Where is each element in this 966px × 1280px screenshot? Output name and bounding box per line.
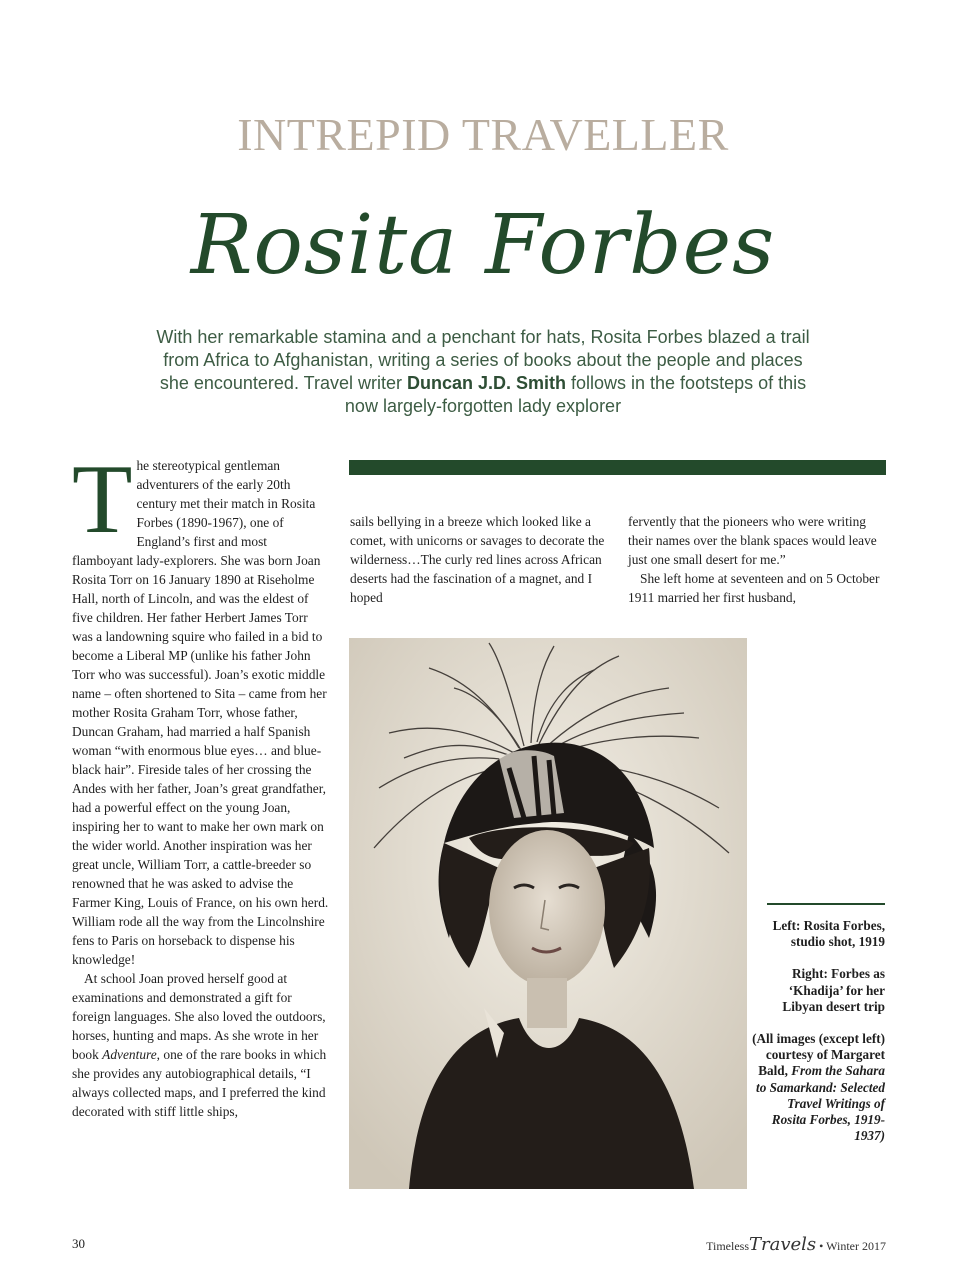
col2-paragraph-1: sails bellying in a breeze which looked like a comet, with unicorns or savages to decorate the wilderness…The curly red lines across African deserts had the fascination of a magnet, and I hoped bbox=[350, 514, 605, 605]
page-number: 30 bbox=[72, 1236, 85, 1251]
author-name: Duncan J.D. Smith bbox=[406, 373, 566, 393]
caption-right: Right: Forbes as ‘Khadija’ for her Libyan desert trip bbox=[782, 966, 885, 1014]
photo-captions bbox=[752, 918, 885, 1160]
standfirst-tail: follows in the footsteps of this now largely-forgotten lady explorer bbox=[344, 373, 807, 416]
article-title: Rosita Forbes bbox=[190, 198, 776, 293]
standfirst bbox=[150, 326, 816, 418]
caption-credit bbox=[752, 1031, 885, 1144]
credit-text: (All images (except left) courtesy of Margaret Bald, bbox=[752, 1031, 885, 1079]
magazine-name-b: Travels bbox=[749, 1234, 817, 1255]
standfirst-text: With her remarkable stamina and a penchant for hats, Rosita Forbes blazed a trail from Africa to Afghanistan, writing a series of books about the people and places she encountered. Travel writer bbox=[156, 327, 810, 393]
green-rule bbox=[349, 460, 886, 475]
col3-paragraph-2: She left home at seventeen and on 5 October 1911 married her first husband, bbox=[628, 571, 880, 605]
credit-book-title: From the Sahara to Samarkand: Selected Travel Writings of Rosita Forbes, 1919-1937) bbox=[756, 1063, 885, 1144]
col3-paragraph-1: fervently that the pioneers who were writing their names over the blank spaces would leave just one small desert for me.” bbox=[628, 514, 877, 567]
portrait-photo bbox=[349, 638, 747, 1189]
caption-left: Left: Rosita Forbes, studio shot, 1919 bbox=[772, 918, 885, 950]
article-column-3 bbox=[628, 512, 888, 607]
magazine-name-a: Timeless bbox=[706, 1239, 749, 1253]
col1-paragraph-2b: , one of the rare books in which she provides any autobiographical details, “I always collected maps, and I preferred the kind decorated with stiff little ships, bbox=[72, 1047, 327, 1119]
article-column-2 bbox=[350, 512, 610, 607]
caption-rule bbox=[767, 903, 885, 905]
book-title-adventure: Adventure bbox=[102, 1047, 157, 1062]
magazine-footer bbox=[706, 1234, 886, 1255]
col1-paragraph-1: he stereotypical gentleman adventurers of the early 20th century met their match in Rosita Forbes (1890-1967), one of England’s first and most flamboyant lady-explorers. She was born Joan Rosita Torr on 16 January 1890 at Riseholme Hall, north of Lincoln, and was the eldest of five children. Her father Herbert James Torr was a landowning squire who failed in a bid to become a Liberal MP (unlike his father John Torr who was successful). Joan’s exotic middle name – often shortened to Sita – came from her mother Rosita Graham Torr, whose father, Duncan Graham, had married a half Spanish woman “with enormous blue eyes… and blue-black hair”. Fireside tales of her crossing the Andes with her father, Joan’s great grandfather, had a powerful effect on the young Joan, inspiring her to want to make her own mark on the wider world. Another inspiration was her great uncle, William Torr, a cattle-breeder so renowned that he was asked to advise the Farmer King, Louis of France, on his own herd. William rode all the way from the Lincolnshire fens to Paris on horseback to dispense his knowledge! bbox=[72, 458, 329, 967]
portrait-illustration bbox=[349, 638, 747, 1189]
issue-label: • Winter 2017 bbox=[819, 1239, 886, 1253]
drop-cap: T bbox=[72, 445, 133, 554]
section-kicker: INTREPID TRAVELLER bbox=[237, 109, 729, 160]
col1-paragraph-2a: At school Joan proved herself good at examinations and demonstrated a gift for foreign languages. She also loved the outdoors, horses, hunting and maps. As she wrote in her book bbox=[72, 971, 326, 1062]
article-column-1 bbox=[72, 445, 330, 1121]
